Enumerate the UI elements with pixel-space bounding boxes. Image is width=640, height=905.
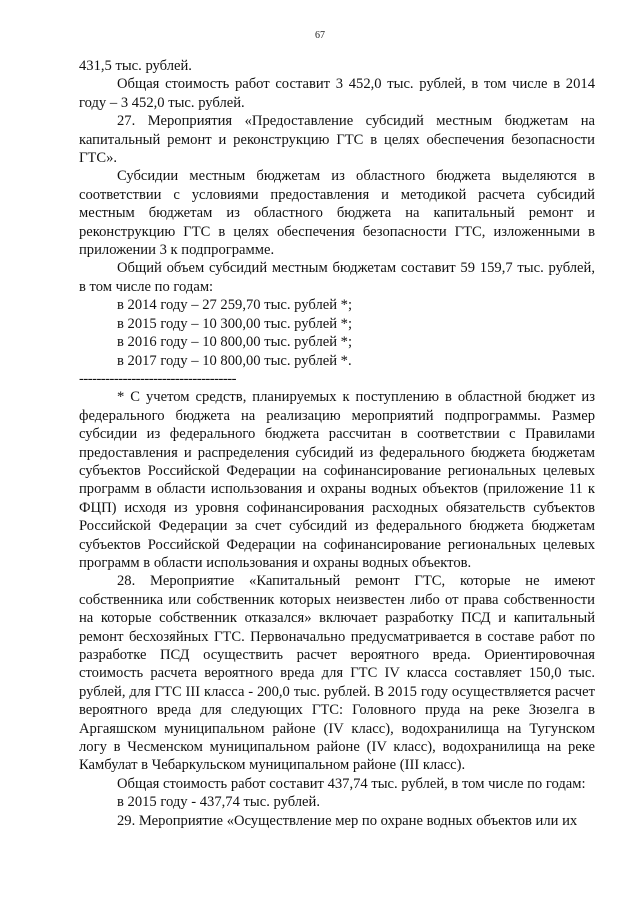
paragraph-cost-carryover: 431,5 тыс. рублей.	[79, 58, 192, 74]
paragraph-measure-29: 29. Мероприятие «Осуществление мер по охране водных объектов или их	[117, 812, 578, 829]
year-line-2017: в 2017 году – 10 800,00 тыс. рублей *.	[117, 352, 352, 369]
page-number: 67	[315, 30, 325, 41]
year-line-2014: в 2014 году – 27 259,70 тыс. рублей *;	[117, 297, 353, 314]
year-line-2016: в 2016 году – 10 800,00 тыс. рублей *;	[117, 334, 353, 351]
document-body	[79, 57, 595, 830]
paragraph-subsidy-total: Общий объем субсидий местным бюджетам составит 59 159,7 тыс. рублей, в том числе по годам:	[79, 260, 595, 295]
footnote-text: * С учетом средств, планируемых к поступлению в областной бюджет из федерального бюджета на реализацию мероприятий подпрограммы. Размер субсидии из федерального бюджета рассчитан в соответствии с Правилами предоставления и распределения субсидий из федерального бюджета бюджетам субъектов Российской Федерации на софинансирование региональных целевых программ в области использования и охраны водных объектов (приложение 11 к ФЦП) исходя из уровня софинансирования расходных обязательств субъектов Российской Федерации за счет субсидий из федерального бюджета бюджетам субъектов Российской Федерации на софинансирование региональных целевых программ в области использования и охраны водных объектов.	[79, 389, 595, 571]
paragraph-measure-27: 27. Мероприятия «Предоставление субсидий местным бюджетам на капитальный ремонт и реконструкцию ГТС в целях обеспечения безопасности ГТС».	[79, 113, 595, 167]
footnote-separator: ------------------------------------	[79, 370, 236, 387]
year-line-2015: в 2015 году – 10 300,00 тыс. рублей *;	[117, 315, 353, 332]
year-line-2015-cost: в 2015 году - 437,74 тыс. рублей.	[117, 794, 320, 811]
paragraph-total-cost-2014: Общая стоимость работ составит 3 452,0 тыс. рублей, в том числе в 2014 году – 3 452,0 тыс. рублей.	[79, 76, 595, 111]
paragraph-measure-28: 28. Мероприятие «Капитальный ремонт ГТС, которые не имеют собственника или собственник которых неизвестен либо от права собственности на которые собственник отказался» включает разработку ПСД и капитальный ремонт бесхозяйных ГТС. Первоначально предусматривается в составе работ по разработке ПСД осуществить расчет вероятного вреда. Ориентировочная стоимость расчета вероятного вреда для ГТС IV класса составляет 150,0 тыс. рублей, для ГТС III класса - 200,0 тыс. рублей. В 2015 году осуществляется расчет вероятного вреда для следующих ГТС: Головного пруда на реке Зюзелга в Аргаяшском муниципальном районе (IV класс), водохранилища на Тугунском логу в Чесменском муниципальном районе (IV класс), водохранилища на реке Камбулат в Чебаркульском муниципальном районе (III класс).	[79, 573, 595, 774]
paragraph-subsidy-allocation: Субсидии местным бюджетам из областного бюджета выделяются в соответствии с условиями предоставления и методикой расчета субсидий местным бюджетам из областного бюджета на капитальный ремонт и реконструкцию ГТС в целях обеспечения безопасности ГТС, изложенными в приложении 3 к подпрограмме.	[79, 168, 595, 259]
paragraph-total-cost-2015: Общая стоимость работ составит 437,74 тыс. рублей, в том числе по годам:	[117, 775, 586, 792]
